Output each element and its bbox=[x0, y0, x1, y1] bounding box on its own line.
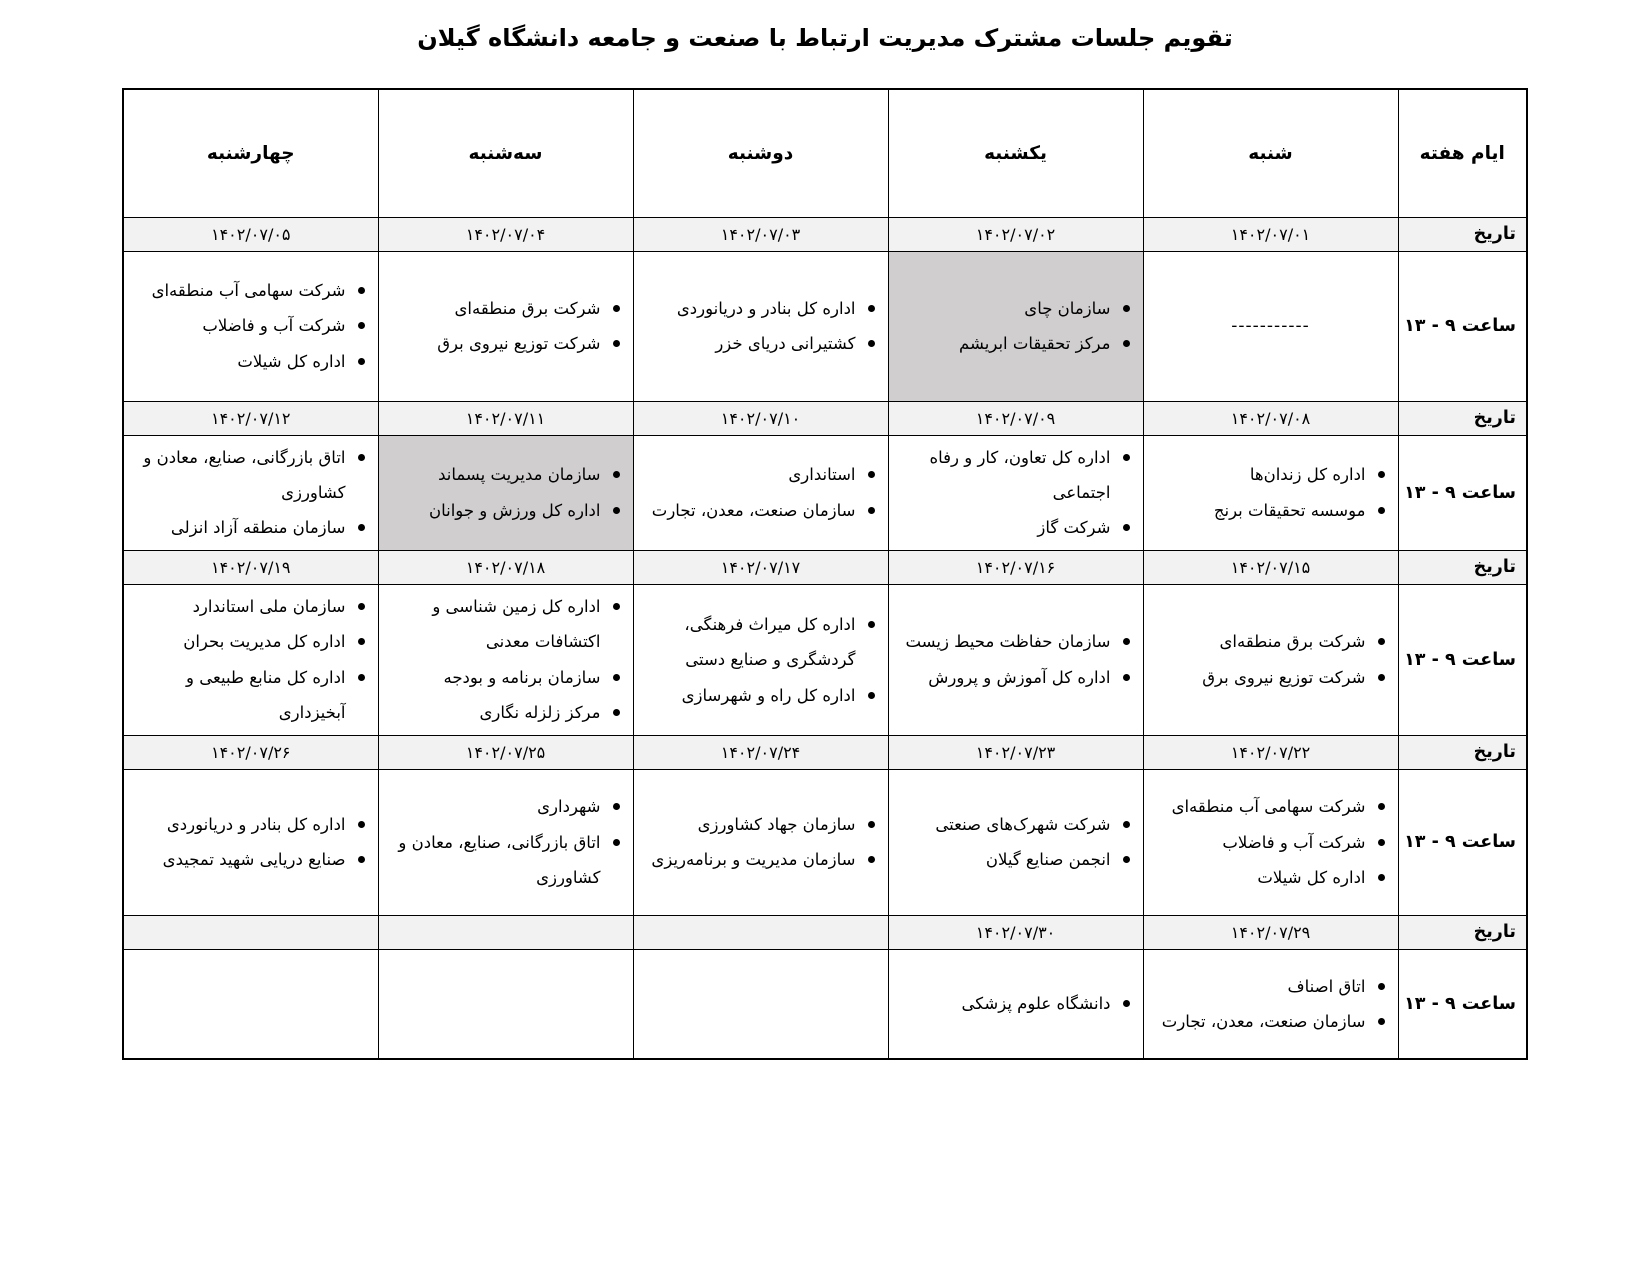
bullet-icon bbox=[868, 821, 875, 828]
date-cell: ۱۴۰۲/۰۷/۲۲ bbox=[1143, 735, 1398, 769]
no-meeting-cell bbox=[1143, 251, 1398, 401]
bullet-icon bbox=[613, 839, 620, 846]
date-cell: ۱۴۰۲/۰۷/۱۵ bbox=[1143, 550, 1398, 584]
date-cell: ۱۴۰۲/۰۷/۱۰ bbox=[633, 401, 888, 435]
meeting-item bbox=[381, 493, 631, 528]
bullet-icon bbox=[868, 340, 875, 347]
bullet-icon bbox=[1123, 340, 1130, 347]
meeting-item bbox=[891, 291, 1141, 326]
date-row bbox=[123, 401, 1527, 435]
meeting-item bbox=[891, 660, 1141, 695]
meeting-item-label: اداره کل زمین شناسی و اکتشافات معدنی bbox=[432, 596, 601, 652]
meeting-item bbox=[126, 344, 376, 379]
meeting-cell bbox=[1143, 584, 1398, 735]
meeting-cell bbox=[888, 435, 1143, 550]
date-row bbox=[123, 915, 1527, 949]
meeting-item-label: اداره کل شیلات bbox=[1257, 868, 1366, 888]
bullet-icon bbox=[613, 340, 620, 347]
date-cell: ۱۴۰۲/۰۷/۰۳ bbox=[633, 217, 888, 251]
meeting-item-label: شرکت سهامی آب منطقه‌ای bbox=[1171, 797, 1366, 817]
meeting-item bbox=[891, 842, 1141, 877]
meeting-cell bbox=[633, 584, 888, 735]
bullet-icon bbox=[1123, 638, 1130, 645]
meeting-cell bbox=[888, 584, 1143, 735]
date-cell: ۱۴۰۲/۰۷/۱۸ bbox=[378, 550, 633, 584]
meeting-item bbox=[636, 607, 886, 678]
bullet-icon bbox=[358, 454, 365, 461]
date-cell: ۱۴۰۲/۰۷/۳۰ bbox=[888, 915, 1143, 949]
meeting-cell bbox=[123, 435, 378, 550]
meeting-item-label: شرکت توزیع نیروی برق bbox=[437, 334, 601, 353]
date-cell: ۱۴۰۲/۰۷/۲۹ bbox=[1143, 915, 1398, 949]
meeting-item bbox=[1146, 860, 1396, 895]
empty-date-cell bbox=[378, 915, 633, 949]
meeting-item-label: موسسه تحقیقات برنج bbox=[1213, 500, 1366, 520]
bullet-icon bbox=[1378, 507, 1385, 514]
bullet-icon bbox=[1123, 524, 1130, 531]
meeting-item bbox=[381, 695, 631, 730]
meeting-item bbox=[126, 842, 376, 877]
meeting-item bbox=[636, 807, 886, 842]
meetings-row bbox=[123, 584, 1527, 735]
meeting-item-label: سازمان صنعت، معدن، تجارت bbox=[1161, 1012, 1366, 1032]
meeting-item-label: اداره کل آموزش و پرورش bbox=[928, 667, 1111, 687]
meeting-item bbox=[636, 493, 886, 528]
meeting-item-label: سازمان مدیریت و برنامه‌ریزی bbox=[651, 850, 856, 870]
meeting-item-label: شرکت برق منطقه‌ای bbox=[1219, 632, 1366, 652]
col-header-sunday: یکشنبه bbox=[888, 89, 1143, 217]
date-row-label: تاریخ bbox=[1398, 915, 1527, 949]
empty-date-cell bbox=[633, 915, 888, 949]
bullet-icon bbox=[868, 471, 875, 478]
meeting-item-label: اتاق بازرگانی، صنایع، معادن و کشاورزی bbox=[143, 447, 346, 502]
bullet-icon bbox=[358, 358, 365, 365]
meeting-item-label: سازمان مدیریت پسماند bbox=[438, 465, 601, 485]
bullet-icon bbox=[868, 856, 875, 863]
bullet-icon bbox=[613, 709, 620, 716]
col-header-wednesday: چهارشنبه bbox=[123, 89, 378, 217]
meeting-item bbox=[1146, 660, 1396, 695]
date-cell: ۱۴۰۲/۰۷/۲۳ bbox=[888, 735, 1143, 769]
time-row-label: ساعت ۹ - ۱۳ bbox=[1398, 251, 1527, 401]
bullet-icon bbox=[358, 821, 365, 828]
bullet-icon bbox=[358, 856, 365, 863]
bullet-icon bbox=[613, 305, 620, 312]
meeting-cell bbox=[1143, 769, 1398, 915]
meeting-cell bbox=[1143, 949, 1398, 1059]
meeting-item bbox=[1146, 493, 1396, 528]
empty-date-cell bbox=[123, 915, 378, 949]
bullet-icon bbox=[1123, 674, 1130, 681]
meeting-item bbox=[126, 660, 376, 731]
meeting-item-label: اتاق بازرگانی، صنایع، معادن و کشاورزی bbox=[398, 832, 601, 888]
meeting-item-label: شرکت برق منطقه‌ای bbox=[454, 298, 601, 318]
meetings-row bbox=[123, 435, 1527, 550]
meeting-item-label: شرکت سهامی آب منطقه‌ای bbox=[151, 280, 346, 300]
date-row-label: تاریخ bbox=[1398, 550, 1527, 584]
meeting-item-label: سازمان صنعت، معدن، تجارت bbox=[651, 500, 856, 520]
meeting-item-label: شرکت گاز bbox=[1037, 518, 1111, 538]
meeting-item bbox=[126, 440, 376, 511]
date-row-label: تاریخ bbox=[1398, 217, 1527, 251]
bullet-icon bbox=[868, 305, 875, 312]
meeting-item-label: شرکت آب و فاضلاب bbox=[202, 316, 346, 336]
date-cell: ۱۴۰۲/۰۷/۰۴ bbox=[378, 217, 633, 251]
bullet-icon bbox=[358, 638, 365, 645]
bullet-icon bbox=[1378, 983, 1385, 990]
empty-cell bbox=[123, 949, 378, 1059]
meeting-item-label: سازمان حفاظت محیط زیست bbox=[905, 632, 1111, 652]
meeting-item-label: اداره کل راه و شهرسازی bbox=[681, 685, 856, 705]
meeting-item-label: شرکت توزیع نیروی برق bbox=[1202, 667, 1366, 687]
meeting-item bbox=[1146, 457, 1396, 492]
bullet-icon bbox=[1378, 638, 1385, 645]
time-row-label: ساعت ۹ - ۱۳ bbox=[1398, 949, 1527, 1059]
date-cell: ۱۴۰۲/۰۷/۰۵ bbox=[123, 217, 378, 251]
meeting-item-label: سازمان ملی استاندارد bbox=[192, 596, 346, 616]
meeting-cell bbox=[123, 769, 378, 915]
bullet-icon bbox=[358, 524, 365, 531]
date-row-label: تاریخ bbox=[1398, 735, 1527, 769]
meeting-item-label: انجمن صنایع گیلان bbox=[985, 850, 1111, 870]
date-cell: ۱۴۰۲/۰۷/۱۶ bbox=[888, 550, 1143, 584]
meeting-item-label: اداره کل منابع طبیعی و آبخیزداری bbox=[186, 667, 346, 723]
meeting-cell bbox=[378, 769, 633, 915]
no-meeting-dashes: ----------- bbox=[1231, 316, 1310, 336]
meeting-item bbox=[1146, 825, 1396, 860]
bullet-icon bbox=[613, 803, 620, 810]
header-row bbox=[123, 89, 1527, 217]
meeting-cell bbox=[378, 584, 633, 735]
time-row-label: ساعت ۹ - ۱۳ bbox=[1398, 584, 1527, 735]
meeting-item bbox=[636, 457, 886, 492]
meeting-item bbox=[126, 273, 376, 308]
meeting-cell bbox=[888, 251, 1143, 401]
meeting-item bbox=[381, 789, 631, 824]
meeting-item bbox=[636, 842, 886, 877]
date-cell: ۱۴۰۲/۰۷/۱۱ bbox=[378, 401, 633, 435]
meeting-cell bbox=[123, 584, 378, 735]
meeting-item bbox=[636, 678, 886, 713]
meeting-item bbox=[891, 510, 1141, 545]
meeting-item-label: سازمان منطقه آزاد انزلی bbox=[170, 518, 346, 538]
date-cell: ۱۴۰۲/۰۷/۲۵ bbox=[378, 735, 633, 769]
col-header-tuesday: سه‌شنبه bbox=[378, 89, 633, 217]
meeting-item-label: شهرداری bbox=[537, 797, 601, 817]
meeting-item-label: استانداری bbox=[788, 465, 856, 485]
meeting-item bbox=[636, 291, 886, 326]
schedule-table bbox=[122, 88, 1528, 1060]
date-cell: ۱۴۰۲/۰۷/۰۹ bbox=[888, 401, 1143, 435]
meeting-item bbox=[381, 589, 631, 660]
col-header-days-of-week: ایام هفته bbox=[1398, 89, 1527, 217]
time-row-label: ساعت ۹ - ۱۳ bbox=[1398, 435, 1527, 550]
bullet-icon bbox=[358, 603, 365, 610]
bullet-icon bbox=[1378, 471, 1385, 478]
meeting-item bbox=[636, 326, 886, 361]
bullet-icon bbox=[358, 287, 365, 294]
meeting-item-label: اداره کل میراث فرهنگی، گردشگری و صنایع دستی bbox=[684, 614, 856, 670]
empty-cell bbox=[378, 949, 633, 1059]
bullet-icon bbox=[358, 322, 365, 329]
date-row bbox=[123, 735, 1527, 769]
bullet-icon bbox=[1123, 454, 1130, 461]
date-row-label: تاریخ bbox=[1398, 401, 1527, 435]
date-row bbox=[123, 217, 1527, 251]
time-row-label: ساعت ۹ - ۱۳ bbox=[1398, 769, 1527, 915]
meetings-row bbox=[123, 251, 1527, 401]
col-header-monday: دوشنبه bbox=[633, 89, 888, 217]
meeting-item bbox=[891, 986, 1141, 1021]
meeting-item-label: اداره کل زندان‌ها bbox=[1249, 465, 1366, 485]
meeting-item bbox=[891, 326, 1141, 361]
page-title: تقویم جلسات مشترک مدیریت ارتباط با صنعت و جامعه دانشگاه گیلان bbox=[417, 24, 1233, 52]
col-header-saturday: شنبه bbox=[1143, 89, 1398, 217]
meeting-cell bbox=[378, 251, 633, 401]
meeting-item-label: کشتیرانی دریای خزر bbox=[715, 334, 856, 353]
meeting-item-label: اداره کل بنادر و دریانوردی bbox=[166, 814, 346, 834]
meeting-item bbox=[381, 457, 631, 492]
meeting-item bbox=[126, 807, 376, 842]
meeting-item bbox=[381, 291, 631, 326]
bullet-icon bbox=[613, 674, 620, 681]
bullet-icon bbox=[358, 674, 365, 681]
bullet-icon bbox=[868, 692, 875, 699]
meeting-item-label: سازمان برنامه و بودجه bbox=[443, 667, 601, 687]
meetings-row bbox=[123, 949, 1527, 1059]
meeting-item-label: سازمان چای bbox=[1024, 298, 1111, 318]
bullet-icon bbox=[1378, 803, 1385, 810]
meeting-cell bbox=[633, 769, 888, 915]
date-cell: ۱۴۰۲/۰۷/۱۹ bbox=[123, 550, 378, 584]
meeting-item bbox=[1146, 624, 1396, 659]
date-cell: ۱۴۰۲/۰۷/۰۸ bbox=[1143, 401, 1398, 435]
bullet-icon bbox=[613, 603, 620, 610]
bullet-icon bbox=[613, 507, 620, 514]
meeting-item-label: اتاق اصناف bbox=[1287, 976, 1366, 996]
bullet-icon bbox=[613, 471, 620, 478]
bullet-icon bbox=[868, 507, 875, 514]
meeting-item bbox=[381, 825, 631, 896]
date-cell: ۱۴۰۲/۰۷/۱۲ bbox=[123, 401, 378, 435]
bullet-icon bbox=[1378, 839, 1385, 846]
meeting-item bbox=[1146, 1004, 1396, 1039]
meeting-item-label: اداره کل ورزش و جوانان bbox=[428, 500, 601, 520]
meeting-item bbox=[891, 807, 1141, 842]
meeting-item bbox=[891, 440, 1141, 511]
meeting-item-label: مرکز تحقیقات ابریشم bbox=[959, 334, 1111, 353]
meeting-item bbox=[126, 624, 376, 659]
bullet-icon bbox=[1123, 1000, 1130, 1007]
meeting-item-label: سازمان جهاد کشاورزی bbox=[697, 814, 856, 834]
bullet-icon bbox=[868, 621, 875, 628]
meeting-item-label: شرکت آب و فاضلاب bbox=[1222, 832, 1366, 852]
meeting-item bbox=[126, 589, 376, 624]
meeting-cell bbox=[123, 251, 378, 401]
bullet-icon bbox=[1123, 305, 1130, 312]
date-cell: ۱۴۰۲/۰۷/۰۲ bbox=[888, 217, 1143, 251]
meeting-cell bbox=[378, 435, 633, 550]
meeting-item-label: صنایع دریایی شهید تمجیدی bbox=[162, 850, 346, 870]
date-cell: ۱۴۰۲/۰۷/۲۶ bbox=[123, 735, 378, 769]
meeting-item bbox=[126, 510, 376, 545]
meeting-item-label: اداره کل مدیریت بحران bbox=[183, 632, 346, 652]
bullet-icon bbox=[1378, 674, 1385, 681]
meeting-item bbox=[381, 660, 631, 695]
meeting-cell bbox=[888, 949, 1143, 1059]
meeting-item-label: شرکت شهرک‌های صنعتی bbox=[935, 814, 1111, 834]
meeting-cell bbox=[888, 769, 1143, 915]
bullet-icon bbox=[1378, 874, 1385, 881]
meeting-cell bbox=[633, 435, 888, 550]
bullet-icon bbox=[1123, 856, 1130, 863]
meeting-item bbox=[126, 308, 376, 343]
date-cell: ۱۴۰۲/۰۷/۰۱ bbox=[1143, 217, 1398, 251]
meeting-item-label: مرکز زلزله نگاری bbox=[479, 703, 601, 723]
date-cell: ۱۴۰۲/۰۷/۱۷ bbox=[633, 550, 888, 584]
meeting-item-label: دانشگاه علوم پزشکی bbox=[961, 994, 1111, 1014]
meeting-item-label: اداره کل بنادر و دریانوردی bbox=[676, 298, 856, 318]
meeting-cell bbox=[633, 251, 888, 401]
meeting-item-label: اداره کل شیلات bbox=[237, 351, 346, 371]
meeting-item bbox=[1146, 969, 1396, 1004]
bullet-icon bbox=[1123, 821, 1130, 828]
meeting-cell bbox=[1143, 435, 1398, 550]
meeting-item bbox=[891, 624, 1141, 659]
date-cell: ۱۴۰۲/۰۷/۲۴ bbox=[633, 735, 888, 769]
date-row bbox=[123, 550, 1527, 584]
empty-cell bbox=[633, 949, 888, 1059]
meeting-item-label: اداره کل تعاون، کار و رفاه اجتماعی bbox=[929, 447, 1111, 502]
bullet-icon bbox=[1378, 1018, 1385, 1025]
meeting-item bbox=[381, 326, 631, 361]
meetings-row bbox=[123, 769, 1527, 915]
meeting-item bbox=[1146, 789, 1396, 824]
